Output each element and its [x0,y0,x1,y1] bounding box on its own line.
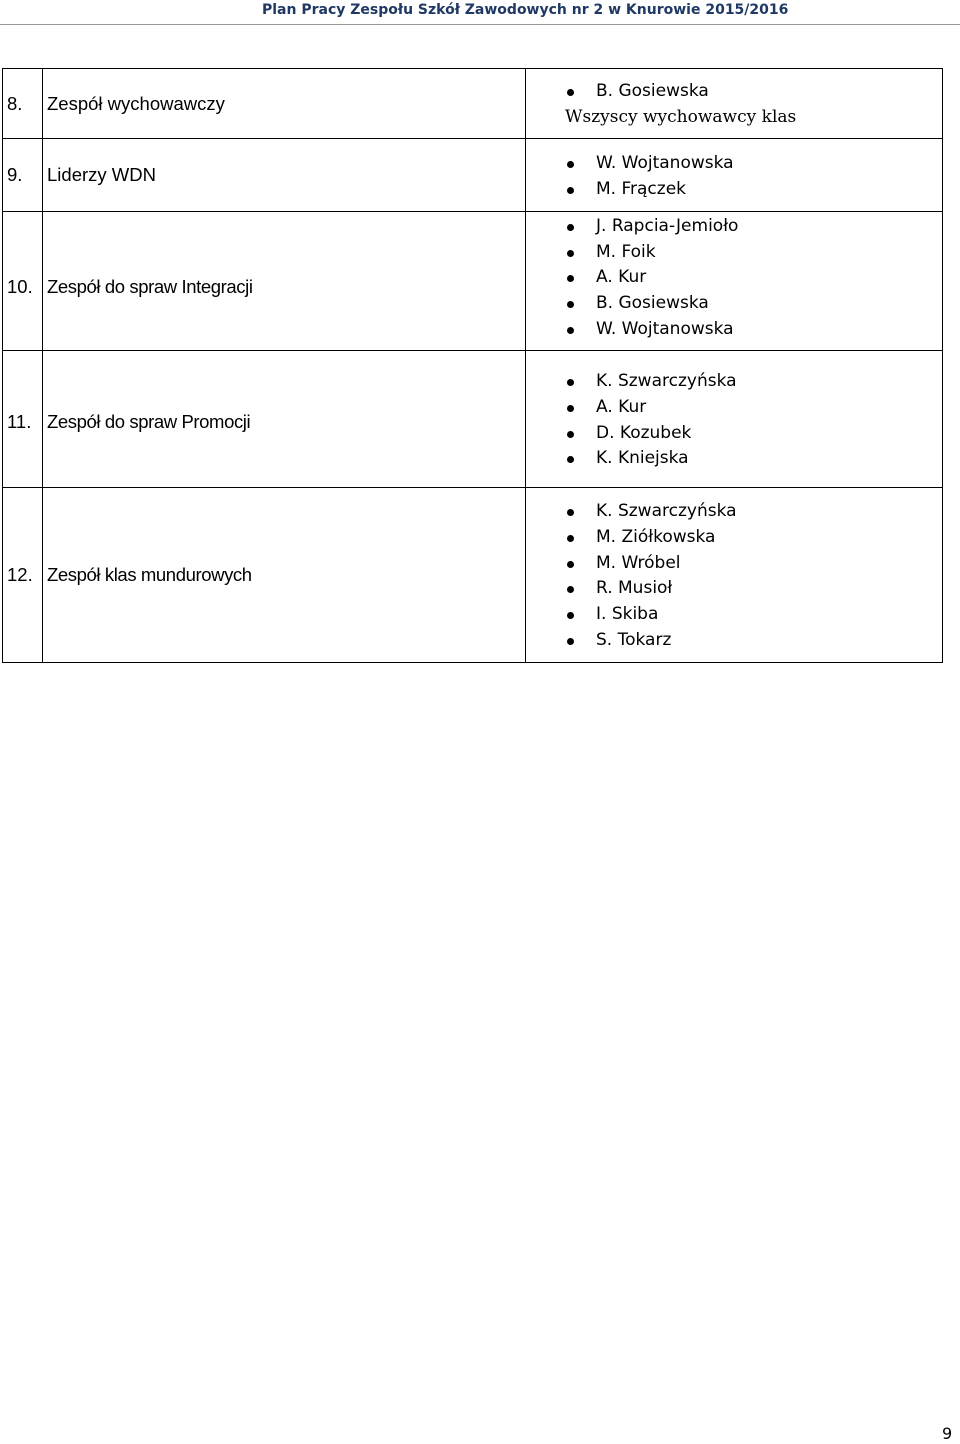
list-item: W. Wojtanowska [526,151,942,177]
team-members [526,211,943,351]
team-members [526,351,943,488]
list-item: S. Tokarz [526,628,942,654]
bullet-icon [567,535,574,542]
bullet-icon [567,301,574,308]
bullet-icon [567,224,574,231]
bullet-icon [567,638,574,645]
bullet-icon [567,379,574,386]
list-item: K. Szwarczyńska [526,369,942,395]
page-header-title: Plan Pracy Zespołu Szkół Zawodowych nr 2 w Knurowie 2015/2016 [262,2,789,18]
list-item: M. Wróbel [526,551,942,577]
bullet-icon [567,509,574,516]
team-name: Zespół klas mundurowych [43,488,526,662]
bullet-icon [567,405,574,412]
list-item: J. Rapcia-Jemioło [526,214,942,240]
team-members [526,488,943,662]
list-item: A. Kur [526,395,942,421]
list-item: R. Musioł [526,576,942,602]
list-item: A. Kur [526,265,942,291]
list-item: I. Skiba [526,602,942,628]
bullet-icon [567,89,574,96]
list-item: K. Kniejska [526,446,942,472]
bullet-icon [567,612,574,619]
bullet-icon [567,250,574,257]
row-number: 8. [3,69,43,139]
members-note: Wszyscy wychowawcy klas [565,106,797,127]
bullet-icon [567,187,574,194]
list-item: M. Frączek [526,177,942,203]
list-item: M. Ziółkowska [526,525,942,551]
team-name: Zespół do spraw Promocji [43,351,526,488]
table-row [3,351,943,488]
teams-table [2,68,943,663]
bullet-icon [567,161,574,168]
list-item: B. Gosiewska [526,291,942,317]
bullet-icon [567,456,574,463]
row-number: 12. [3,488,43,662]
list-item: M. Foik [526,240,942,266]
list-item: K. Szwarczyńska [526,499,942,525]
team-name: Zespół do spraw Integracji [43,211,526,351]
table-row [3,139,943,211]
list-item: W. Wojtanowska [526,317,942,343]
bullet-icon [567,327,574,334]
list-item: B. Gosiewska [526,79,942,105]
header-divider [0,24,960,25]
team-members [526,139,943,211]
bullet-icon [567,586,574,593]
bullet-icon [567,561,574,568]
table-row [3,211,943,351]
row-number: 10. [3,211,43,351]
list-item: D. Kozubek [526,421,942,447]
table-row [3,488,943,662]
team-name: Liderzy WDN [43,139,526,211]
team-members [526,69,943,139]
row-number: 9. [3,139,43,211]
bullet-icon [567,431,574,438]
bullet-icon [567,275,574,282]
team-name: Zespół wychowawczy [43,69,526,139]
table-row [3,69,943,139]
row-number: 11. [3,351,43,488]
page-number: 9 [942,1424,953,1443]
